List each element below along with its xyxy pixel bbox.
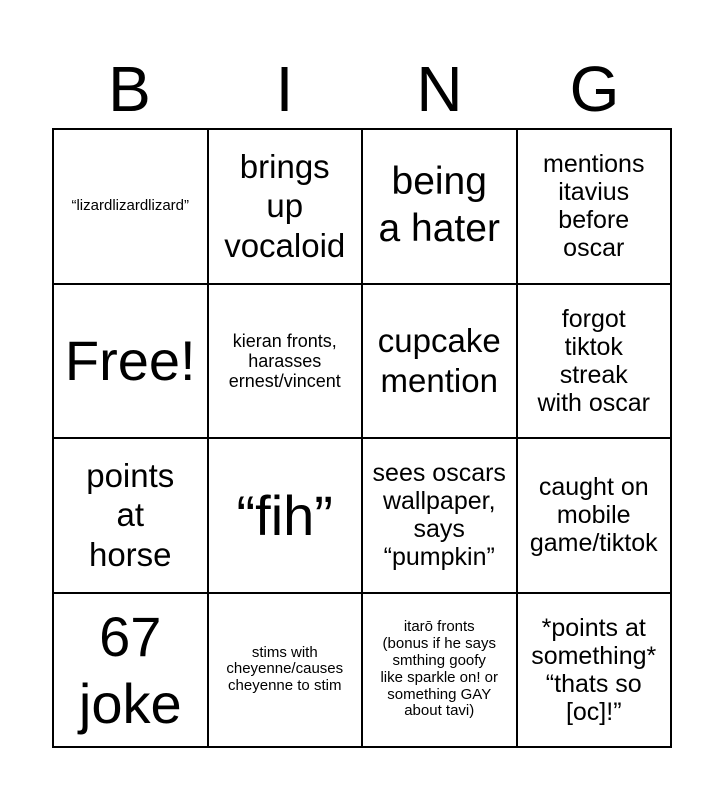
bingo-cell-r4-c4[interactable]: *points at something* “thats so [oc]!” [518,594,673,749]
bingo-cell-r4-c1[interactable]: 67 joke [54,594,209,749]
header-letter-i: I [275,53,294,125]
bingo-cell-r3-c2[interactable]: “fih” [209,439,364,594]
bingo-cell-r3-c4[interactable]: caught on mobile game/tiktok [518,439,673,594]
bingo-cell-r4-c2[interactable]: stims with cheyenne/causes cheyenne to stim [209,594,364,749]
bingo-cell-r2-c4[interactable]: forgot tiktok streak with oscar [518,285,673,440]
bingo-cell-r3-c3[interactable]: sees oscars wallpaper, says “pumpkin” [363,439,518,594]
header-letter-n: N [416,53,463,125]
bingo-grid [52,128,672,748]
bingo-cell-r1-c2[interactable]: brings up vocaloid [209,130,364,285]
bingo-cell-r1-c3[interactable]: being a hater [363,130,518,285]
bingo-header [52,50,672,128]
header-letter-b: B [108,53,151,125]
bingo-cell-r1-c4[interactable]: mentions itavius before oscar [518,130,673,285]
bingo-cell-r2-c3[interactable]: cupcake mention [363,285,518,440]
bingo-cell-r4-c3[interactable]: itarō fronts (bonus if he says smthing goofy like sparkle on! or something GAY about tavi) [363,594,518,749]
header-letter-g: G [569,53,620,125]
bingo-cell-free[interactable]: Free! [54,285,209,440]
bingo-cell-r2-c2[interactable]: kieran fronts, harasses ernest/vincent [209,285,364,440]
bingo-cell-r1-c1[interactable]: “lizardlizardlizard” [54,130,209,285]
bingo-cell-r3-c1[interactable]: points at horse [54,439,209,594]
